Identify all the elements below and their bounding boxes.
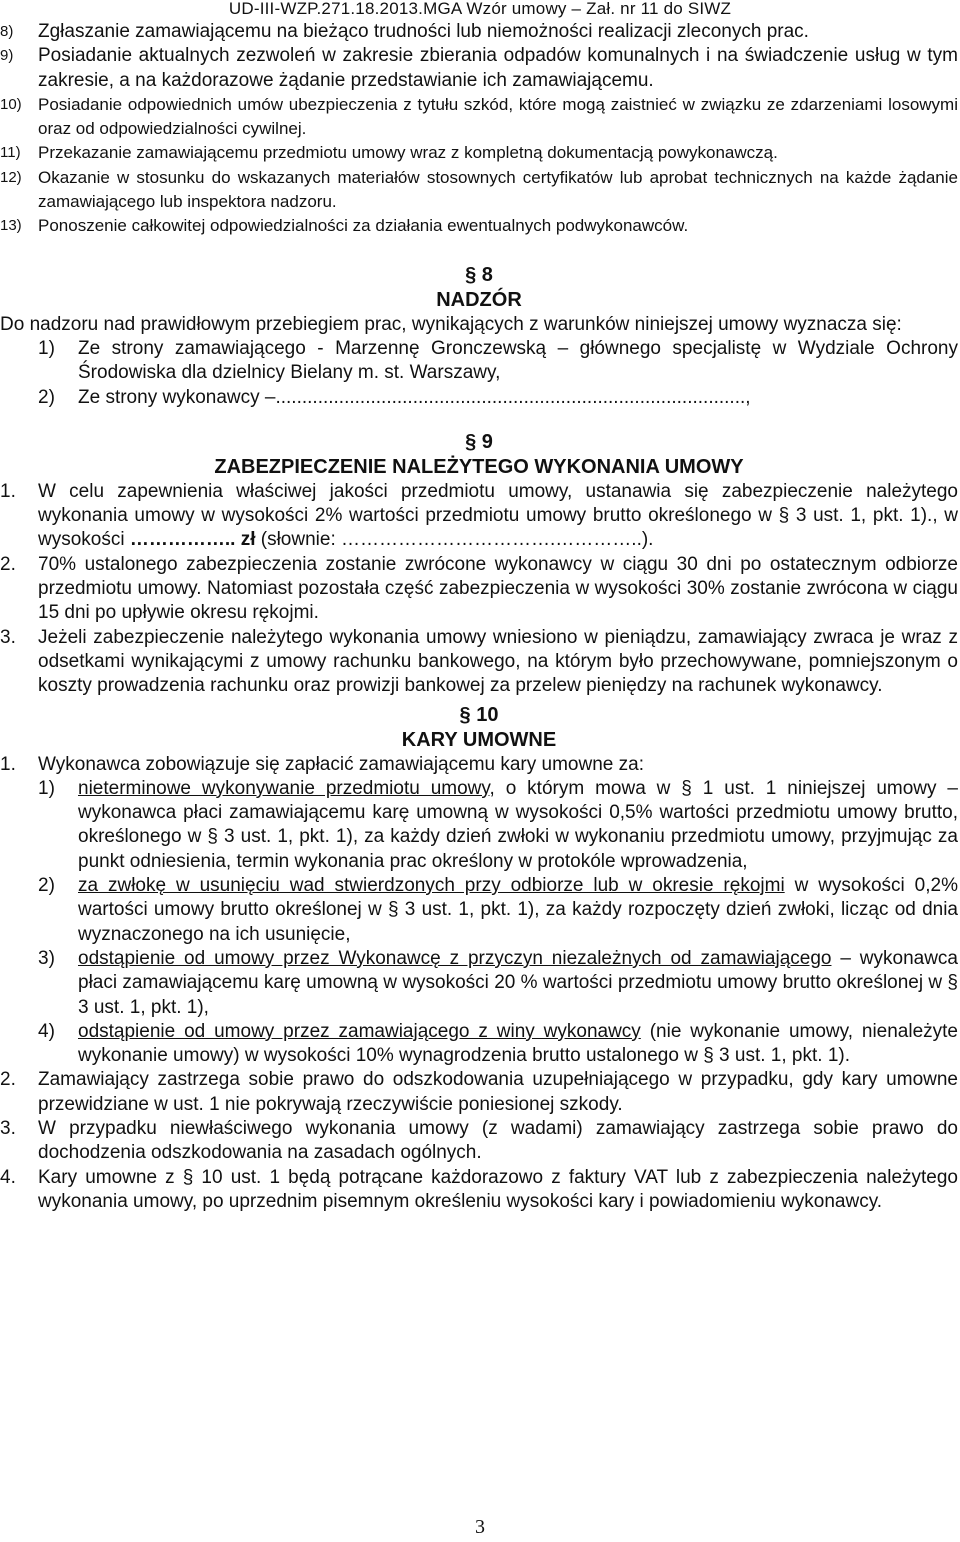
item-text: , o którym mowa w § 1 ust. 1 niniejszej umowy – wykonawca płaci zamawiającemu karę umowną w wysokości 0,5% wartości przedmiotu umowy brutto, określonego w § 3 ust. 1, pkt. 1), za każdy dzień zwłoki w wykonaniu przedmiotu umowy, przyjmując za punkt odniesienia, termin wykonania prac określony w protokóle wprowadzenia, (78, 777, 959, 872)
sub-item (0, 777, 958, 874)
sub-item (0, 1020, 958, 1069)
item-text: Ze strony zamawiającego - Marzennę Gronczewską – głównego specjalistę w Wydziale Ochrony Środowiska dla dzielnicy Bielany m. st. Warszawy, (78, 337, 958, 384)
item-text: Okazanie w stosunku do wskazanych materiałów stosownych certyfikatów lub aprobat technicznych na każde żądanie zamawiającego lub inspektora nadzoru. (38, 167, 958, 212)
section-10-number: § 10 (459, 703, 499, 726)
item-number: 4) (38, 1020, 55, 1042)
item-number: 1. (0, 480, 16, 502)
sub-item (0, 874, 958, 947)
section-10-title: KARY UMOWNE (401, 728, 557, 751)
item-number: 11) (0, 144, 21, 162)
item-number: 3. (0, 1117, 16, 1139)
section-8-intro: Do nadzoru nad prawidłowym przebiegiem prac, wynikających z warunków niniejszej umowy wyznacza się: (0, 313, 902, 335)
document-body (0, 20, 958, 1214)
item-text: W przypadku niewłaściwego wykonania umowy (z wadami) zamawiający zastrzega sobie prawo do dochodzenia odszkodowania na zasadach ogólnych. (38, 1117, 958, 1164)
list-item (0, 166, 958, 215)
item-number: 2. (0, 553, 16, 575)
item-number: 9) (0, 47, 14, 65)
item-text: 70% ustalonego zabezpieczenia zostanie zwrócone wykonawcy w ciągu 30 dni po ostatecznym odbiorze przedmiotu umowy. Natomiast pozostała część zabezpieczenia w wysokości 30% zostanie zwrócona w ciągu 15 dni po upływie okresu rękojmi. (38, 553, 958, 624)
item-number: 1) (38, 337, 55, 359)
list-item (0, 626, 958, 699)
item-number: 8) (0, 23, 14, 40)
item-text: Posiadanie aktualnych zezwoleń w zakresie zbierania odpadów komunalnych i na świadczenie usług w tym zakresie, a na każdorazowe żądanie przedstawianie ich zamawiającemu. (38, 45, 958, 91)
section-8-title: NADZÓR (436, 288, 522, 311)
item-text: Ponoszenie całkowitej odpowiedzialności za działania ewentualnych podwykonawców. (38, 216, 689, 236)
list-item (0, 386, 958, 410)
item-text: (nie wykonanie umowy, nienależyte wykonanie umowy) w wysokości 10% wynagrodzenia brutto ustalonego w § 3 ust. 1, pkt. 1). (78, 1020, 959, 1067)
list-item (0, 1117, 958, 1166)
underlined-text: odstąpienie od umowy przez zamawiającego z winy wykonawcy (78, 1020, 641, 1042)
page-header: UD-III-WZP.271.18.2013.MGA Wzór umowy – Zał. nr 11 do SIWZ (228, 0, 732, 18)
item-number: 4. (0, 1166, 16, 1188)
item-text: – wykonawca płaci zamawiającemu karę umowną w wysokości 20 % wartości przedmiotu umowy brutto określonej w § 3 ust. 1, pkt. 1), (78, 947, 958, 1018)
list-item (0, 553, 958, 626)
item-number: 2) (38, 875, 55, 897)
list-item (0, 1068, 958, 1117)
item-number: 10) (0, 95, 22, 113)
list-item (0, 44, 958, 93)
item-number: 12) (0, 168, 22, 186)
section-9-title: ZABEZPIECZENIE NALEŻYTEGO WYKONANIA UMOWY (214, 455, 744, 478)
item-text: Zamawiający zastrzega sobie prawo do odszkodowania uzupełniającego w przypadku, gdy kary umowne przewidziane w ust. 1 nie pokrywają rzeczywiście poniesionej szkody. (38, 1069, 958, 1115)
item-text: Przekazanie zamawiającemu przedmiotu umowy wraz z kompletną dokumentacją powykonawczą. (38, 143, 778, 163)
section-8-number: § 8 (465, 263, 493, 286)
item-number: 2) (38, 386, 55, 408)
item-text: Jeżeli zabezpieczenie należytego wykonania umowy wniesiono w pieniądzu, zamawiający zwraca je wraz z odsetkami wynikającymi z umowy rachunku bankowego, na którym było przechowywane, pomniejszonym o koszty prowadzenia rachunku oraz prowizji bankowej za przelew pieniędzy na rachunek wykonawcy. (38, 626, 958, 697)
item-number: 1. (0, 753, 16, 775)
item-number: 1) (38, 777, 55, 799)
item-text: Zgłaszanie zamawiającemu na bieżąco trudności lub niemożności realizacji zleconych prac. (38, 21, 809, 42)
list-item (0, 93, 958, 142)
item-text: Kary umowne z § 10 ust. 1 będą potrącane każdorazowo z faktury VAT lub z zabezpieczenia należytego wykonania umowy, po uprzednim pisemnym określeniu wysokości kary i powiadomieniu wykonawcy. (38, 1166, 958, 1212)
item-text-cont: (słownie: …………………………….…………..). (255, 529, 654, 551)
item-text: W celu zapewnienia właściwej jakości przedmiotu umowy, ustanawia się zabezpieczenie należytego wykonania umowy w wysokości 2% wartości przedmiotu umowy brutto określonego w § 3 ust. 1, pkt. 1)., w wysokości (38, 480, 958, 551)
list-item (0, 337, 958, 386)
item-text: Wykonawca zobowiązuje się zapłacić zamawiającemu kary umowne za: (38, 753, 644, 775)
list-item (0, 480, 958, 553)
item-number: 3. (0, 626, 16, 648)
sub-item (0, 947, 958, 1020)
underlined-text: za zwłokę w usunięciu wad stwierdzonych przy odbiorze lub w okresie rękojmi (78, 875, 785, 897)
list-item (0, 753, 958, 777)
list-item (0, 1166, 958, 1215)
item-number: 3) (38, 947, 55, 969)
underlined-text: odstąpienie od umowy przez Wykonawcę z przyczyn niezależnych od zamawiającego (78, 947, 832, 969)
list-item (0, 214, 958, 238)
amount-placeholder: …………….. zł (129, 529, 256, 551)
item-text: Posiadanie odpowiednich umów ubezpieczenia z tytułu szkód, które mogą zaistnieć w związku ze zdarzeniami losowymi oraz od odpowiedzialności cywilnej. (38, 94, 958, 139)
item-text: Ze strony wykonawcy –........................................................................................., (78, 386, 751, 408)
underlined-text: nieterminowe wykonywanie przedmiotu umowy (78, 777, 490, 799)
item-number: 2. (0, 1069, 16, 1091)
obligations-list (0, 20, 958, 239)
section-9-number: § 9 (465, 430, 493, 453)
list-item (0, 141, 958, 165)
item-text: w wysokości 0,2% wartości umowy brutto określonej w § 3 ust. 1, pkt. 1), za każdy rozpoczęty dzień zwłoki, licząc od dnia wyznaczonego na ich usunięcie, (78, 875, 958, 945)
list-item (0, 20, 958, 44)
item-number: 13) (0, 217, 22, 235)
page-number: 3 (475, 1516, 485, 1538)
